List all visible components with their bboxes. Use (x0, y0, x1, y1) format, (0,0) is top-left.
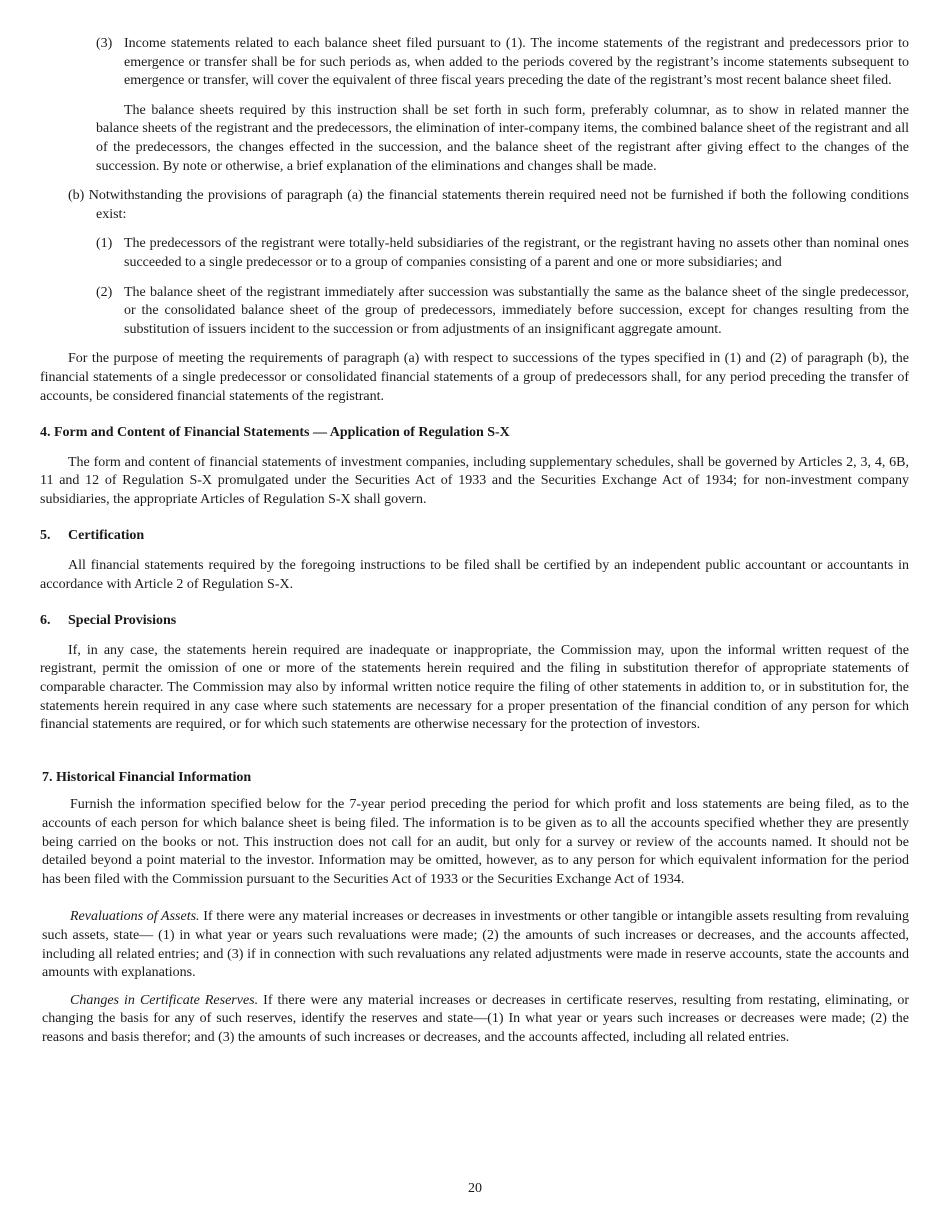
item-text: The predecessors of the registrant were totally-held subsidiaries of the registrant, or the registrant having no assets other than nominal ones succeeded to a single predecessor or to a group of companies consisting of a parent and one or more subsidiaries; and (124, 236, 909, 270)
section-6-text: If, in any case, the statements herein required are inadequate or inappropriate, the Commission may, upon the informal written request of the registrant, permit the omission of one or more of the statements herein required and the filing in substitution therefor of appropriate statements of comparable character. The Commission may also by informal written notice require the filing of other statements in addition to, or in substitution for, the statements herein required in any case where such statements are necessary for a proper presentation of the financial condition of any person for which financial statements are required, or for which such statements are otherwise necessary for the protection of investors. (40, 642, 909, 733)
section-4-text: The form and content of financial statements of investment companies, including supplementary schedules, shall be governed by Articles 2, 3, 4, 6B, 11 and 12 of Regulation S-X promulgated under the Securities Act of 1933 and the Securities Exchange Act of 1934; for non-investment company subsidiaries, the appropriate Articles of Regulation S-X shall govern. (40, 454, 909, 507)
item-number: (2) (96, 284, 113, 300)
certificate-reserves-title: Changes in Certificate Reserves. (70, 992, 259, 1008)
section-5-text: All financial statements required by the foregoing instructions to be filed shall be certified by an independent public accountant or accountants in accordance with Article 2 of Regulation S-X. (40, 558, 909, 592)
section-6-heading: 6. Special Provisions (40, 613, 177, 629)
item-text: The balance sheet of the registrant immediately after succession was substantially the same as the balance sheet of the single predecessor, or the consolidated balance sheet of the group of predecessors, immediately before succession, except for changes resulting from the substitution of issuers incident to the succession or from adjustments of an insignificant aggregate amount. (124, 284, 909, 337)
item-3-income-statements (40, 35, 909, 91)
balance-sheets-paragraph: The balance sheets required by this instruction shall be set forth in such form, preferably columnar, as to show in related manner the balance sheets of the registrant and the predecessors, the elimination of inter-company items, the combined balance sheet of the registrant and all of the predecessors, the changes effected in the succession, and the balance sheet of the registrant after giving effect to the changes of the succession. By note or otherwise, a brief explanation of the eliminations and changes shall be made. (96, 102, 909, 174)
section-7-heading: 7. Historical Financial Information (42, 769, 252, 785)
section-5-heading: 5. Certification (40, 528, 145, 544)
paragraph-b-item-1 (40, 235, 909, 272)
revaluations-title: Revaluations of Assets. (70, 909, 200, 925)
item-number: (3) (96, 36, 113, 51)
document-page (40, 35, 909, 1048)
revaluations-paragraph (42, 908, 909, 982)
item-number: (1) (96, 236, 113, 252)
paragraph-b-item-2 (40, 284, 909, 340)
certificate-reserves-text: If there were any material increases or decreases in certificate reserves, resulting from restating, eliminating, or changing the basis for any of such reserves, identify the reserves and state—(1) In what year or years such increases or decreases were made; (2) the reasons and basis therefor; and (3) the amounts of such increases or decreases, and the accounts affected, including all related entries. (42, 992, 909, 1045)
section-7-text: Furnish the information specified below for the 7-year period preceding the period for which profit and loss statements are being filed, as to the accounts of each person for which balance sheet is being filed. The information is to be given as to all the accounts specified whether they are presently being carried on the books or not. This instruction does not call for an audit, but only for a survey or review of the accounts named. It should not be detailed beyond a point material to the investor. Information may be omitted, however, as to any person for which equivalent information for the period has been filed with the Commission pursuant to the Securities Act of 1933 or the Securities Exchange Act of 1934. (42, 797, 909, 887)
item-text: Income statements related to each balance sheet filed pursuant to (1). The income statements of the registrant and predecessors prior to emergence or transfer shall be for such periods as, when added to the periods covered by the registrant’s income statements subsequent to emergence or transfer, will cover the equivalent of three fiscal years preceding the date of the registrant’s most recent balance sheet filed. (124, 36, 909, 89)
certificate-reserves-paragraph (42, 992, 909, 1048)
page-number: 20 (468, 1181, 482, 1196)
paragraph-b: (b) Notwithstanding the provisions of paragraph (a) the financial statements therein required need not be furnished if both the following conditions exist: (68, 188, 909, 222)
revaluations-text: If there were any material increases or decreases in investments or other tangible or intangible assets resulting from revaluing such assets, state— (1) in what year or years such revaluations were made; (2) the amounts of such increases or decreases, and the accounts affected, including all related entries; and (3) if in connection with such revaluations any related adjustments were made in reserve accounts, state the accounts and amounts with explanations. (42, 909, 910, 981)
section-7 (40, 769, 909, 1048)
section-4-heading: 4. Form and Content of Financial Statements — Application of Regulation S-X (40, 425, 510, 441)
purpose-paragraph: For the purpose of meeting the requirements of paragraph (a) with respect to successions of the types specified in (1) and (2) of paragraph (b), the financial statements of a single predecessor or consolidated financial statements of a group of predecessors shall, for any period preceding the transfer of accounts, be considered financial statements of the registrant. (40, 351, 909, 404)
